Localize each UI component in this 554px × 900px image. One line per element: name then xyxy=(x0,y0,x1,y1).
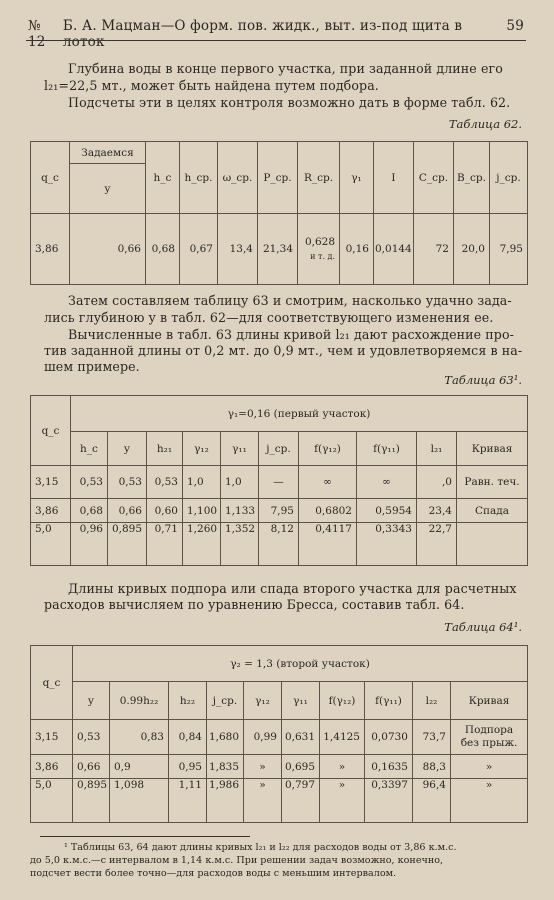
t64-col: y xyxy=(73,682,110,720)
t64-cell: 0,83 xyxy=(110,720,169,755)
t62-head-group: Задаемся xyxy=(70,142,146,164)
t62-cell: 0,16 xyxy=(340,214,374,285)
t63-col: l₂₁ xyxy=(417,432,457,466)
t63-col: f(γ₁₂) xyxy=(299,432,357,466)
table63-caption: Таблица 63¹. xyxy=(444,373,522,387)
t64-cell: » xyxy=(244,779,282,823)
t62-col-c: C_ср. xyxy=(414,142,454,214)
t63-cell: 0,895 xyxy=(108,523,147,566)
t64-cell: 1,11 xyxy=(169,779,207,823)
t63-cell: 1,0 xyxy=(221,466,259,499)
t63-cell: 0,96 xyxy=(71,523,108,566)
table64-caption: Таблица 64¹. xyxy=(444,620,522,634)
t62-col-i: I xyxy=(374,142,414,214)
t64-col: f(γ₁₁) xyxy=(365,682,413,720)
issue-number: № 12 xyxy=(28,18,46,50)
para2-line3: Вычисленные в табл. 63 длины кривой l₂₁ дают расхождение про- xyxy=(68,327,514,342)
t63-col: j_ср. xyxy=(259,432,299,466)
t62-cell: 0,628 xyxy=(304,235,335,248)
t63-col: γ₁₁ xyxy=(221,432,259,466)
t63-cell: 0,3343 xyxy=(357,523,417,566)
t64-cell: 0,631 xyxy=(282,720,320,755)
t64-cell: 3,15 xyxy=(31,720,73,755)
t63-cell: ∞ xyxy=(357,466,417,499)
para2-line5: шем примере. xyxy=(44,359,140,374)
header-title: Б. А. Мацман—О форм. пов. жидк., выт. из-под щита в лоток xyxy=(62,18,463,50)
t62-col-gamma: γ₁ xyxy=(340,142,374,214)
t64-cell: 0,1635 xyxy=(365,755,413,779)
t64-cell: 73,7 xyxy=(413,720,451,755)
t64-col: h₂₂ xyxy=(169,682,207,720)
t64-cell: 5,0 xyxy=(31,779,73,823)
para3-line1: Длины кривых подпора или спада второго участка для расчетных xyxy=(68,581,517,596)
t63-cell: 5,0 xyxy=(31,523,71,566)
t63-cell: 0,68 xyxy=(71,499,108,523)
t63-cell: ,0 xyxy=(417,466,457,499)
t63-cell: 1,260 xyxy=(183,523,221,566)
t64-cell: Подпора без прыж. xyxy=(451,720,528,755)
t63-cell: 0,53 xyxy=(71,466,108,499)
t62-col-p: P_ср. xyxy=(258,142,298,214)
t63-head-group: γ₁=0,16 (первый участок) xyxy=(71,396,528,432)
page-number: 59 xyxy=(506,18,524,34)
para1-line3: Подсчеты эти в целях контроля возможно дать в форме табл. 62. xyxy=(68,95,511,110)
footnote-rule xyxy=(40,836,250,837)
t64-col: f(γ₁₂) xyxy=(320,682,365,720)
t64-cell: 0,695 xyxy=(282,755,320,779)
t62-col-j: j_ср. xyxy=(490,142,528,214)
t62-col-hc: h_c xyxy=(146,142,180,214)
t62-cell: 0,67 xyxy=(180,214,218,285)
t64-head-q: q_c xyxy=(31,646,73,720)
t63-cell: 7,95 xyxy=(259,499,299,523)
t62-note: и т. д. xyxy=(310,251,335,261)
t64-cell: 88,3 xyxy=(413,755,451,779)
t64-col: l₂₂ xyxy=(413,682,451,720)
t62-col-r: R_ср. xyxy=(298,142,340,214)
t63-cell: 3,86 xyxy=(31,499,71,523)
t64-cell: » xyxy=(451,779,528,823)
footnote-line2: до 5,0 к.м.с.—с интервалом в 1,14 к.м.с. При решении задач возможно, конечно, xyxy=(30,855,444,866)
table-63 xyxy=(30,395,528,566)
t64-col: γ₁₁ xyxy=(282,682,320,720)
t64-cell: 0,99 xyxy=(244,720,282,755)
t63-cell: 0,71 xyxy=(147,523,183,566)
t62-cell: 0,66 xyxy=(70,214,146,285)
t64-cell: 1,680 xyxy=(207,720,244,755)
t63-cell: 0,53 xyxy=(147,466,183,499)
t63-head-q: q_c xyxy=(31,396,71,466)
t63-col: γ₁₂ xyxy=(183,432,221,466)
t64-cell: 0,84 xyxy=(169,720,207,755)
t64-cell: 1,835 xyxy=(207,755,244,779)
t63-col: y xyxy=(108,432,147,466)
t63-cell: — xyxy=(259,466,299,499)
t62-col-omega: ω_ср. xyxy=(218,142,258,214)
footnote-line3: подсчет вести более точно—для расходов воды с меньшим интервалом. xyxy=(30,868,397,879)
t63-cell: 0,53 xyxy=(108,466,147,499)
t63-cell: 8,12 xyxy=(259,523,299,566)
t63-cell: 1,0 xyxy=(183,466,221,499)
t63-cell: ∞ xyxy=(299,466,357,499)
t64-cell: » xyxy=(244,755,282,779)
para2-line1: Затем составляем таблицу 63 и смотрим, насколько удачно зада- xyxy=(68,293,512,308)
para3-line2: расходов вычисляем по уравнению Бресса, составив табл. 64. xyxy=(44,597,465,612)
table-64 xyxy=(30,645,528,823)
t64-cell: » xyxy=(320,779,365,823)
t63-cell: 22,7 xyxy=(417,523,457,566)
running-header xyxy=(28,18,524,50)
t63-cell: Спада xyxy=(457,499,528,523)
t64-cell: 96,4 xyxy=(413,779,451,823)
t63-cell: Равн. теч. xyxy=(457,466,528,499)
t62-cell: 72 xyxy=(414,214,454,285)
t63-cell: 23,4 xyxy=(417,499,457,523)
t64-col: j_ср. xyxy=(207,682,244,720)
t63-cell: 0,6802 xyxy=(299,499,357,523)
t64-cell: 0,895 xyxy=(73,779,110,823)
t63-cell: 0,60 xyxy=(147,499,183,523)
t62-col-y: y xyxy=(70,164,146,214)
t64-cell: 1,098 xyxy=(110,779,169,823)
t64-cell: 0,797 xyxy=(282,779,320,823)
table62-caption: Таблица 62. xyxy=(448,117,522,131)
header-rule xyxy=(26,40,526,41)
para1-line1: Глубина воды в конце первого участка, при заданной длине его xyxy=(68,61,503,76)
t62-cell: 20,0 xyxy=(454,214,490,285)
t62-cell: 0,0144 xyxy=(374,214,414,285)
t63-cell: 1,133 xyxy=(221,499,259,523)
t62-cell: 7,95 xyxy=(490,214,528,285)
t63-col: h₂₁ xyxy=(147,432,183,466)
t64-cell: 0,66 xyxy=(73,755,110,779)
t64-col: γ₁₂ xyxy=(244,682,282,720)
t64-cell: 0,53 xyxy=(73,720,110,755)
t64-cell: 0,0730 xyxy=(365,720,413,755)
t64-cell: » xyxy=(451,755,528,779)
t63-cell: 3,15 xyxy=(31,466,71,499)
t62-col-b: B_ср. xyxy=(454,142,490,214)
t62-head-q: q_c xyxy=(31,142,70,214)
para2-line2: лись глубиною y в табл. 62—для соответствующего изменения ее. xyxy=(44,310,494,325)
table-62 xyxy=(30,141,528,285)
t62-cell: 3,86 xyxy=(31,214,70,285)
t63-col: h_c xyxy=(71,432,108,466)
t63-cell: 0,5954 xyxy=(357,499,417,523)
t64-head-group: γ₂ = 1,3 (второй участок) xyxy=(73,646,528,682)
t64-cell: 1,4125 xyxy=(320,720,365,755)
para2-line4: тив заданной длины от 0,2 мт. до 0,9 мт., чем и удовлетворяемся в на- xyxy=(44,343,523,358)
footnote xyxy=(30,841,530,880)
para1-line2: l₂₁=22,5 мт., может быть найдена путем подбора. xyxy=(44,78,379,93)
t63-cell xyxy=(457,523,528,566)
t64-cell: 0,95 xyxy=(169,755,207,779)
t64-col: 0.99h₂₂ xyxy=(110,682,169,720)
t64-cell: 3,86 xyxy=(31,755,73,779)
t63-cell: 1,100 xyxy=(183,499,221,523)
t63-col: f(γ₁₁) xyxy=(357,432,417,466)
t64-cell: 0,3397 xyxy=(365,779,413,823)
t63-cell: 0,66 xyxy=(108,499,147,523)
t64-cell: 0,9 xyxy=(110,755,169,779)
t62-col-hcp: h_ср. xyxy=(180,142,218,214)
t62-cell: 21,34 xyxy=(258,214,298,285)
footnote-line1: ¹ Таблицы 63, 64 дают длины кривых l₂₁ и l₂₂ для расходов воды от 3,86 к.м.с. xyxy=(64,842,457,853)
t62-cell: 0,68 xyxy=(146,214,180,285)
t63-col: Кривая xyxy=(457,432,528,466)
t62-cell-r xyxy=(298,214,340,285)
t62-cell: 13,4 xyxy=(218,214,258,285)
t64-col: Кривая xyxy=(451,682,528,720)
t64-cell: » xyxy=(320,755,365,779)
t63-cell: 0,4117 xyxy=(299,523,357,566)
t63-cell: 1,352 xyxy=(221,523,259,566)
t64-cell: 1,986 xyxy=(207,779,244,823)
